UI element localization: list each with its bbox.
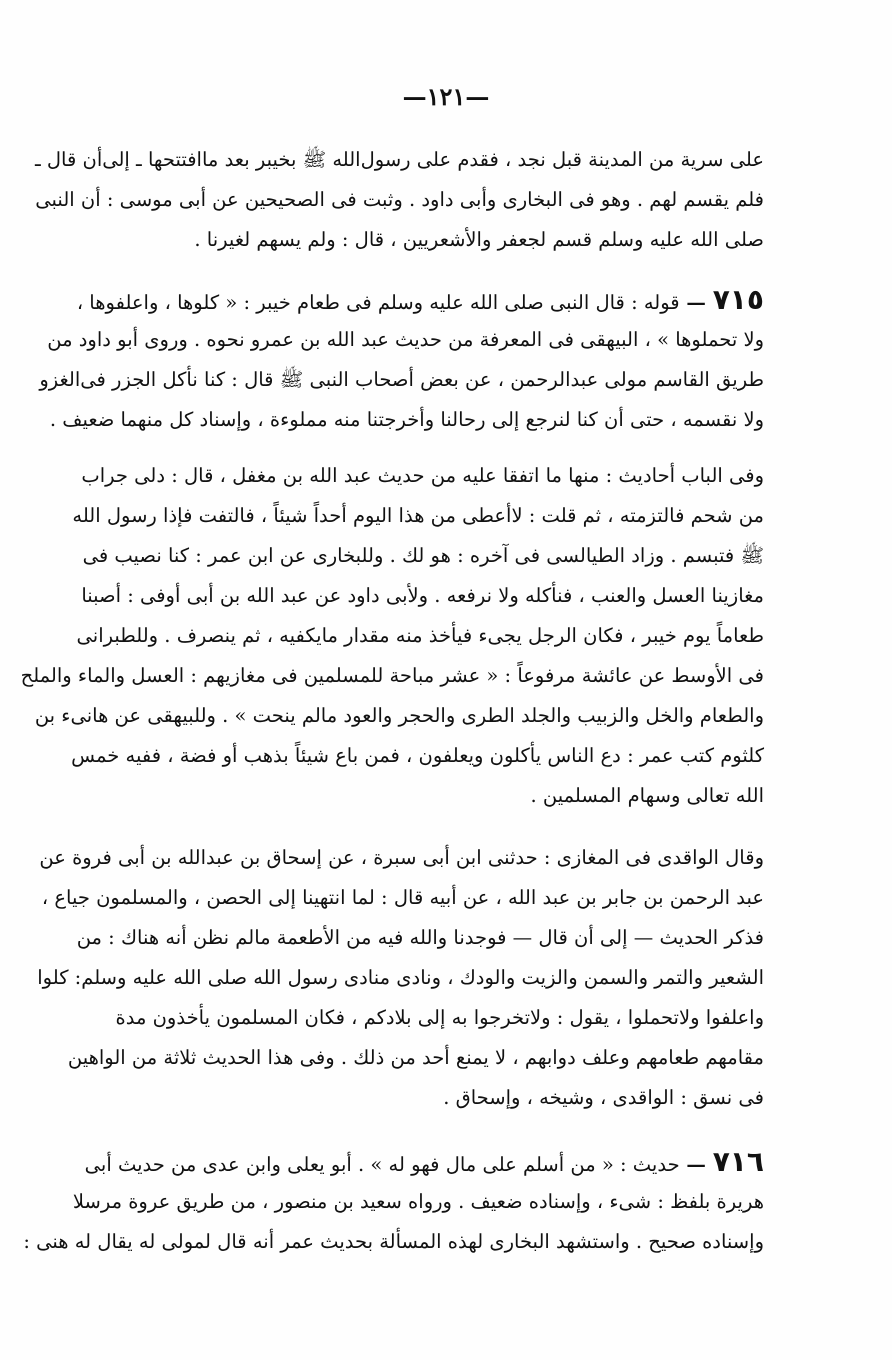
text-line: فلم يقسم لهم . وهو فى البخارى وأبى داود . وثبت فى الصحيحين عن أبى موسى : أن النبى — [35, 188, 764, 211]
text-line: هريرة بلفظ : شىء ، وإسناده ضعيف . ورواه سعيد بن منصور ، من طريق عروة مرسلا — [72, 1190, 764, 1213]
paragraph-continuation — [34, 140, 764, 260]
text-line: مغازينا العسل والعنب ، فنأكله ولا نرفعه . ولأبى داود عن عبد الله بن أبى أوفى : أصبنا — [81, 584, 764, 607]
entry-dash: — — [679, 1153, 713, 1176]
text-line: وإسناده صحيح . واستشهد البخارى لهذه المسألة بحديث عمر أنه قال لمولى له يقال له هنى : — [23, 1230, 764, 1253]
text-line-content: قوله : قال النبى صلى الله عليه وسلم فى طعام خيبر : « كلوها ، واعلفوها ، — [76, 291, 680, 314]
text-line — [76, 280, 764, 320]
text-line: ولا نقسمه ، حتى أن كنا لنرجع إلى رحالنا وأخرجتنا منه مملوءة ، وإسناد كل منهما ضعيف . — [49, 408, 764, 431]
text-line: طريق القاسم مولى عبدالرحمن ، عن بعض أصحاب النبى ﷺ قال : كنا نأكل الجزر فى‌الغزو — [39, 368, 764, 391]
entry-dash: — — [679, 291, 713, 314]
text-line — [84, 1142, 764, 1182]
page-number: —١٢١— — [402, 82, 490, 111]
text-line: فى الأوسط عن عائشة مرفوعاً : « عشر مباحة للمسلمين فى مغازيهم : العسل والماء والملح — [20, 664, 764, 687]
text-line: فى نسق : الواقدى ، وشيخه ، وإسحاق . — [443, 1086, 764, 1109]
text-line-content: حديث : « من أسلم على مال فهو له » . أبو يعلى وابن عدى من حديث أبى — [84, 1153, 680, 1176]
text-line: ولا تحملوها » ، البيهقى فى المعرفة من حديث عبد الله بن عمرو نحوه . وروى أبو داود من — [47, 328, 764, 351]
text-line: على سرية من المدينة قبل نجد ، فقدم على رسول‌الله ﷺ بخيبر بعد ماافتتحها ـ إلى‌أن قال ـ — [34, 148, 764, 171]
text-line: من شحم فالتزمته ، ثم قلت : لاأعطى من هذا اليوم أحداً شيئاً ، فالتفت فإذا رسول الله — [72, 504, 764, 527]
paragraph-hadith-716 — [23, 1142, 764, 1262]
text-line: عبد الرحمن بن جابر بن عبد الله ، عن أبيه قال : لما انتهينا إلى الحصن ، والمسلمون جياع ، — [41, 886, 764, 909]
text-line: ﷺ فتبسم . وزاد الطيالسى فى آخره : هو لك . وللبخارى عن ابن عمر : كنا نصيب فى — [82, 544, 764, 567]
text-line: الله تعالى وسهام المسلمين . — [530, 784, 764, 807]
hadith-number: ٧١٥ — [712, 283, 764, 316]
text-line: واعلفوا ولاتحملوا ، يقول : ولاتخرجوا به إلى بلادكم ، فكان المسلمون يأخذون مدة — [115, 1006, 764, 1029]
text-line: كلثوم كتب عمر : دع الناس يأكلون ويعلفون ، فمن باع شيئاً بذهب أو فضة ، ففيه خمس — [71, 744, 764, 767]
text-line: والطعام والخل والزبيب والجلد الطرى والحجر والعود مالم ينحت » . وللبيهقى عن هانىء بن — [34, 704, 764, 727]
paragraph-bab-ahadith — [20, 456, 764, 816]
hadith-number: ٧١٦ — [712, 1145, 764, 1178]
paragraph-hadith-715 — [39, 280, 764, 440]
text-line: وفى الباب أحاديث : منها ما اتفقا عليه من حديث عبد الله بن مغفل ، قال : دلى جراب — [81, 464, 764, 487]
text-line: مقامهم طعامهم وعلف دوابهم ، لا يمنع أحد من ذلك . وفى هذا الحديث ثلاثة من الواهين — [67, 1046, 764, 1069]
text-line: طعاماً يوم خيبر ، فكان الرجل يجىء فيأخذ منه مقدار مايكفيه ، ثم ينصرف . وللطبرانى — [76, 624, 764, 647]
text-line: وقال الواقدى فى المغازى : حدثنى ابن أبى سبرة ، عن إسحاق بن عبدالله بن أبى فروة عن — [39, 846, 764, 869]
text-line: الشعير والتمر والسمن والزيت والودك ، ونادى منادى رسول الله صلى الله عليه وسلم: كلوا — [37, 966, 764, 989]
paragraph-waqidi — [37, 838, 764, 1118]
text-line: فذكر الحديث — إلى أن قال — فوجدنا والله فيه من الأطعمة مالم نظن أنه هناك : من — [76, 926, 764, 949]
text-line: صلى الله عليه وسلم قسم لجعفر والأشعريين ، قال : ولم يسهم لغيرنا . — [194, 228, 764, 251]
